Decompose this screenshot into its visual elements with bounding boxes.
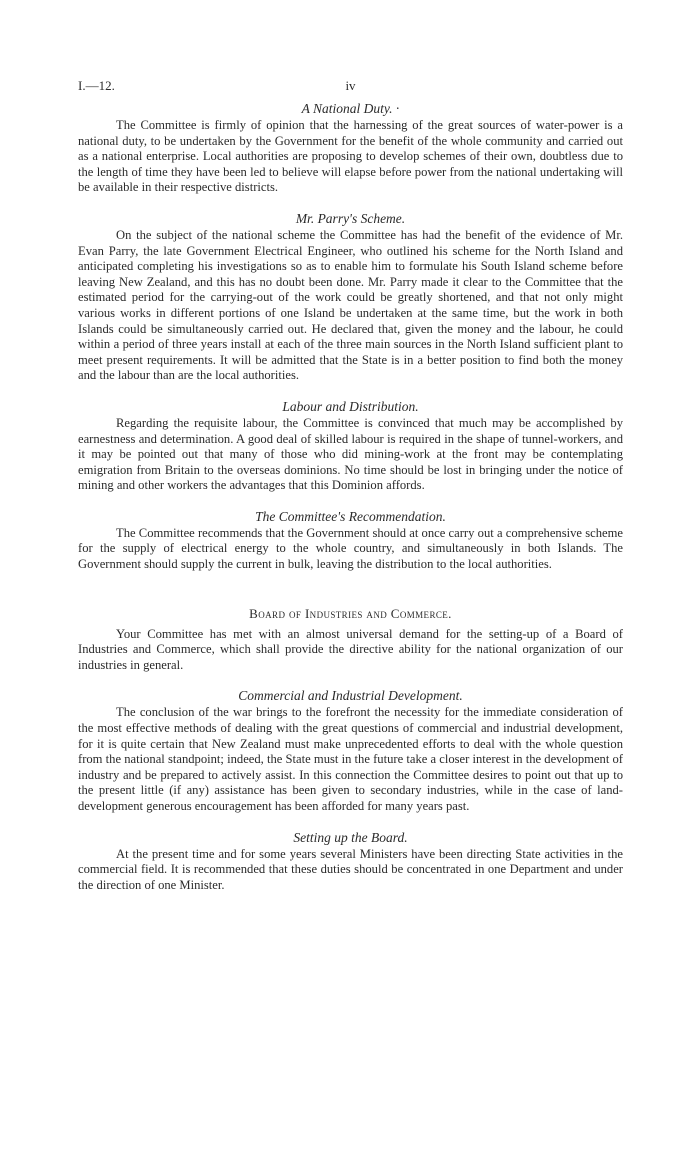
section-heading: Labour and Distribution. xyxy=(282,398,419,414)
section-paragraph: The Committee recommends that the Government should at once carry out a comprehensive scheme for the supply of electrical energy to the whole country, and simultaneously in both Islands. The Government should supply the current in bulk, leaving the distribution to the local authorities. xyxy=(78,525,623,572)
section-paragraph: Your Committee has met with an almost universal demand for the setting-up of a Board of Industries and Commerce, which shall provide the directive ability for the national organization of our industries in general. xyxy=(78,626,623,672)
section-national-duty xyxy=(78,100,623,196)
section-committee-recommendation xyxy=(78,508,623,573)
section-paragraph: On the subject of the national scheme the Committee has had the benefit of the evidence of Mr. Evan Parry, the late Government Electrical Engineer, who outlined his scheme for the North Island and anticipated completing his investigations so as to enable him to formulate his South Island scheme before leaving New Zealand, and this has no doubt been done. Mr. Parry made it clear to the Committee that the estimated period for the carrying-out of the work could be greatly shortened, and that not only might various works in different portions of one Island be undertaken at the same time, but the work in both Islands could be simultaneously carried out. He declared that, given the money and the labour, he could within a period of three years install at each of the three main sources in the North Island sufficient plant to meet present requirements. It will be admitted that the State is in a better position to find both the money and the labour than are the local authorities. xyxy=(78,227,623,383)
document-page xyxy=(78,78,623,893)
section-paragraph: At the present time and for some years several Ministers have been directing State activities in the commercial field. It is recommended that these duties should be concentrated in one Department and under the direction of one Minister. xyxy=(78,846,623,892)
section-paragraph: Regarding the requisite labour, the Committee is convinced that much may be accomplished by earnestness and determination. A good deal of skilled labour is required in the shape of tunnel-workers, and it may be pointed out that many of those who did mining-work at the front may be contemplating emigration from Britain to the overseas dominions. No time should be lost in bringing under the notice of mining and other workers the advantages that this Dominion affords. xyxy=(78,415,623,493)
section-heading: A National Duty. · xyxy=(301,101,400,116)
section-labour-distribution xyxy=(78,398,623,494)
section-paragraph: The Committee is firmly of opinion that the harnessing of the great sources of water-power is a national duty, to be undertaken by the Government for the benefit of the whole community and carried out as a national enterprise. Local authorities are proposing to develop schemes of their own, doubtless due to the length of time they have been led to believe will elapse before power from the national undertaking will be available in their respective districts. xyxy=(78,118,623,195)
page-number: iv xyxy=(345,78,356,93)
section-parrys-scheme xyxy=(78,210,623,384)
parliamentary-paper-reference: I.—12. xyxy=(78,78,115,93)
section-board-industries-commerce xyxy=(78,605,623,674)
section-heading: Mr. Parry's Scheme. xyxy=(295,210,406,226)
section-paragraph: The conclusion of the war brings to the forefront the necessity for the immediate consideration of the most effective methods of dealing with the great questions of commercial and industrial development, for it is quite certain that New Zealand must make unprecedented efforts to deal with the whole question from the national standpoint; indeed, the State must in the future take a closer interest in the development of industry and be prepared to actively assist. In this connection the Committee desires to point out that up to the present little (if any) assistance has been given to secondary industries, while in the case of land-development generous encouragement has been afforded for many years past. xyxy=(78,705,623,813)
section-heading: Setting up the Board. xyxy=(293,829,408,845)
section-heading: Board of Industries and Commerce. xyxy=(249,605,452,621)
section-heading: The Committee's Recommendation. xyxy=(255,508,446,524)
running-header xyxy=(78,78,623,100)
section-setting-up-board xyxy=(78,829,623,894)
section-heading: Commercial and Industrial Development. xyxy=(238,688,463,704)
section-commercial-industrial-development xyxy=(78,687,623,814)
